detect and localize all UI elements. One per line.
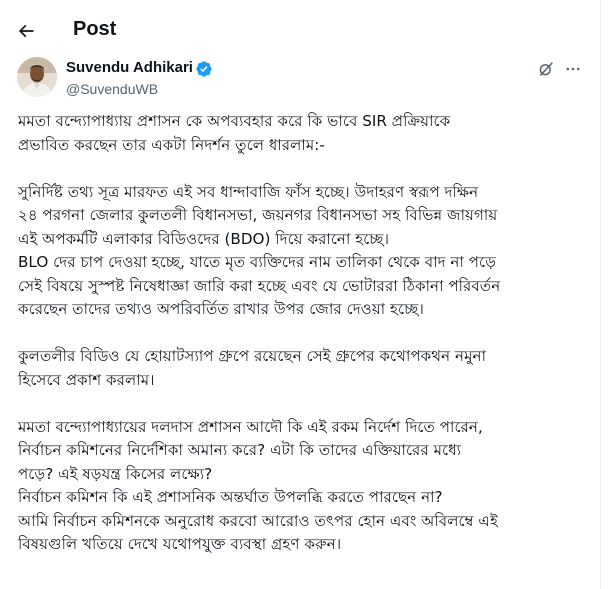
post-line: এই অপকর্মটি এলাকার বিডিওদের (BDO) দিয়ে করানো হচ্ছে। bbox=[18, 229, 390, 248]
post-line: পড়ে? এই ষড়যন্ত্র কিসের লক্ষ্যে? bbox=[18, 464, 213, 483]
post-line: হিসেবে প্রকাশ করলাম। bbox=[18, 370, 155, 389]
post-line: প্রভাবিত করছেন তার একটা নিদর্শন তুলে ধারলাম:- bbox=[18, 135, 325, 154]
post-paragraph bbox=[18, 181, 596, 322]
post-line: নির্বাচন কমিশন কি এই প্রশাসনিক অন্তর্ঘাত উপলব্ধি করতে পারছেন না? bbox=[18, 488, 443, 506]
post-paragraph bbox=[18, 416, 596, 557]
post-paragraph bbox=[18, 345, 596, 392]
author-name[interactable]: Suvendu Adhikari bbox=[66, 59, 193, 76]
top-bar bbox=[0, 0, 600, 58]
verified-badge-icon bbox=[195, 60, 213, 78]
post-line: নির্বাচন কমিশনের নির্দেশিকা অমান্য করে? এটা কি তাদের এক্তিয়ারের মধ্যে bbox=[18, 441, 462, 459]
avatar[interactable] bbox=[17, 57, 57, 97]
page-title: Post bbox=[73, 18, 117, 40]
post-line: বিষয়গুলি খতিয়ে দেখে যথোপযুক্ত ব্যবস্থা গ্রহণ করুন। bbox=[18, 535, 342, 553]
column-divider bbox=[600, 0, 601, 589]
user-avatar bbox=[17, 57, 57, 97]
post-line: মমতা বন্দ্যোপাধ্যায়ের দলদাস প্রশাসন আদৌ কি এই রকম নির্দেশ দিতে পারেন, bbox=[18, 417, 483, 436]
post-line: BLO দের চাপ দেওয়া হচ্ছে, যাতে মৃত ব্যক্তিদের নাম তালিকা থেকে বাদ না পড়ে bbox=[18, 253, 496, 271]
post-line: করেছেন তাদের তথ্যও অপরিবর্তিত রাখার উপর জোর দেওয়া হচ্ছে। bbox=[18, 300, 424, 318]
grok-button[interactable] bbox=[535, 58, 557, 80]
author-handle[interactable]: @SuvenduWB bbox=[66, 81, 159, 97]
grok-icon bbox=[537, 60, 555, 78]
back-button[interactable] bbox=[8, 14, 44, 48]
post-paragraph bbox=[18, 110, 596, 157]
post-line: কুলতলীর বিডিও যে হোয়াটস্যাপ গ্রুপে রয়েছেন সেই গ্রুপের কথোপকথন নমুনা bbox=[18, 347, 486, 365]
arrow-left-icon bbox=[16, 21, 36, 41]
post-line: সেই বিষয়ে সুস্পষ্ট নিষেধাজ্ঞা জারি করা হচ্ছে এবং যে ভোটাররা ঠিকানা পরিবর্তন bbox=[18, 276, 501, 295]
post-text bbox=[18, 110, 596, 557]
post-line: মমতা বন্দ্যোপাধ্যায় প্রশাসন কে অপব্যবহার করে কি ভাবে SIR প্রক্রিয়াকে bbox=[18, 112, 451, 130]
post-line: সুনির্দিষ্ট তথ্য সূত্র মারফত এই সব ধান্দাবাজি ফাঁস হচ্ছে। উদাহরণ স্বরূপ দক্ষিন bbox=[18, 182, 479, 201]
post-line: আমি নির্বাচন কমিশনকে অনুরোধ করবো আরোও তৎপর হোন এবং অবিলম্বে এই bbox=[18, 511, 498, 530]
more-button[interactable] bbox=[562, 58, 584, 80]
more-horizontal-icon bbox=[564, 60, 582, 78]
post-line: ২৪ পরগনা জেলার কুলতলী বিধানসভা, জয়নগর বিধানসভা সহ বিভিন্ন জায়গায় bbox=[18, 206, 498, 224]
